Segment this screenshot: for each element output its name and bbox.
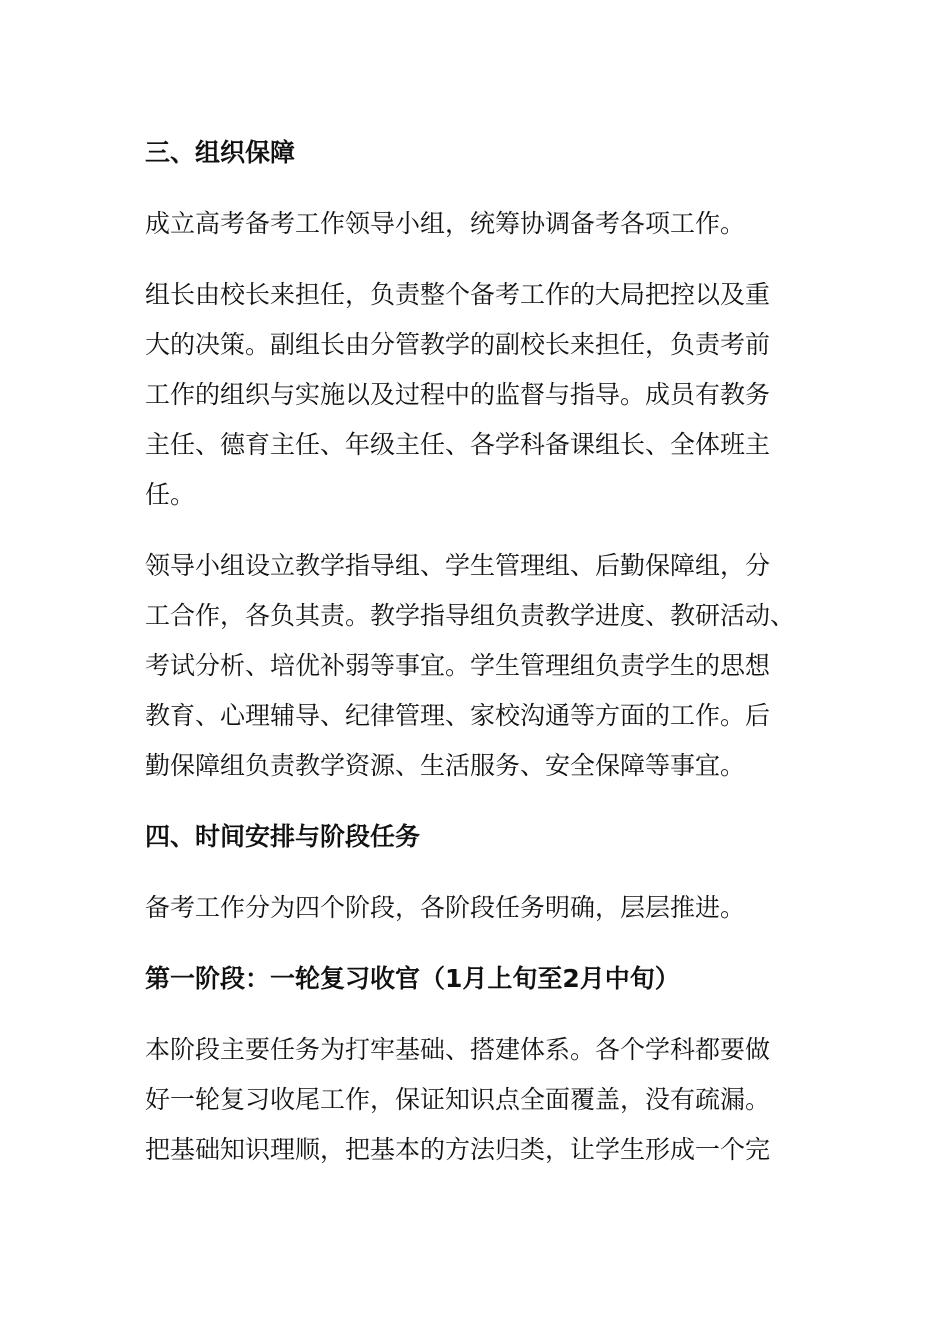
- text-line: 组长由校长来担任，负责整个备考工作的大局把控以及重: [145, 280, 771, 309]
- text-line: 任。: [145, 480, 196, 509]
- paragraph-sub-groups: [145, 541, 805, 791]
- text-line: 主任、德育主任、年级主任、各学科备课组长、全体班主: [145, 430, 771, 459]
- text-line: 工作的组织与实施以及过程中的监督与指导。成员有教务: [145, 380, 771, 409]
- text-line: 勤保障组负责教学资源、生活服务、安全保障等事宜。: [145, 751, 746, 780]
- section-heading-organization: 三、组织保障: [145, 138, 296, 167]
- text-line: 领导小组设立教学指导组、学生管理组、后勤保障组，分: [145, 551, 771, 580]
- stage-one-heading: 第一阶段：一轮复习收官（1月上旬至2月中旬）: [145, 964, 680, 993]
- paragraph-group-members: [145, 270, 805, 520]
- text-line: 考试分析、培优补弱等事宜。学生管理组负责学生的思想: [145, 651, 771, 680]
- paragraph-stage-one: [145, 1025, 805, 1175]
- section-heading-schedule: 四、时间安排与阶段任务: [145, 822, 421, 851]
- paragraph-four-stages: [145, 883, 805, 933]
- text-line: 把基础知识理顺，把基本的方法归类，让学生形成一个完: [145, 1135, 771, 1164]
- text-line: 成立高考备考工作领导小组，统筹协调备考各项工作。: [145, 209, 746, 238]
- paragraph-leadership-group: [145, 199, 805, 249]
- text-line: 本阶段主要任务为打牢基础、搭建体系。各个学科都要做: [145, 1035, 771, 1064]
- text-line: 好一轮复习收尾工作，保证知识点全面覆盖，没有疏漏。: [145, 1085, 771, 1114]
- document-body: [145, 128, 805, 1175]
- text-line: 工合作，各负其责。教学指导组负责教学进度、教研活动、: [145, 601, 796, 630]
- text-line: 备考工作分为四个阶段，各阶段任务明确，层层推进。: [145, 893, 746, 922]
- text-line: 大的决策。副组长由分管教学的副校长来担任，负责考前: [145, 330, 771, 359]
- text-line: 教育、心理辅导、纪律管理、家校沟通等方面的工作。后: [145, 701, 771, 730]
